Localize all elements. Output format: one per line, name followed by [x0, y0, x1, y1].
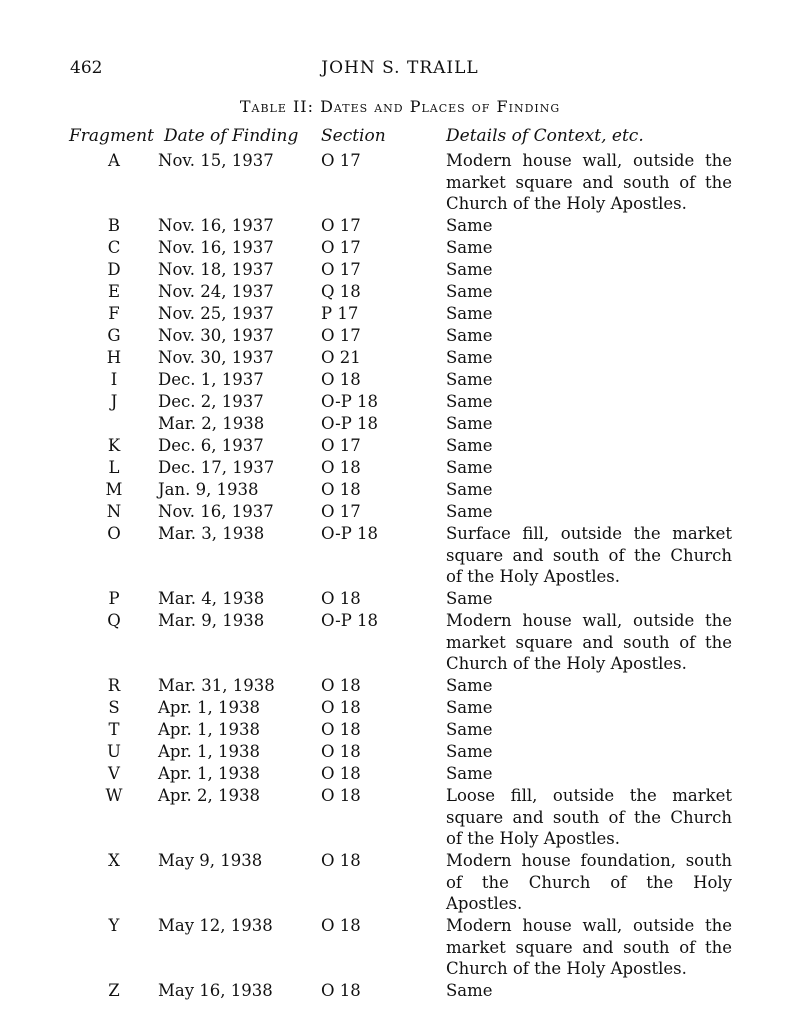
table-row — [0, 785, 789, 850]
header-section: Section — [321, 126, 386, 146]
fragment-cell: U — [107, 742, 121, 761]
section-cell: O-P 18 — [321, 392, 379, 411]
fragment-cell: S — [108, 698, 120, 717]
fragment-cell: M — [105, 480, 123, 499]
table-header-row — [0, 126, 789, 150]
details-cell: Same — [446, 414, 493, 433]
details-cell: Surface fill, outside the market square and south of the Church of the Holy Apostles. — [446, 524, 732, 587]
table-row — [0, 303, 789, 325]
section-cell: O 17 — [321, 260, 361, 279]
details-cell: Same — [446, 764, 493, 783]
running-head — [70, 58, 730, 82]
date-cell: Apr. 1, 1938 — [158, 742, 261, 761]
date-cell: Nov. 24, 1937 — [158, 282, 274, 301]
table-row — [0, 915, 789, 980]
fragment-cell: X — [108, 851, 120, 870]
table-row — [0, 457, 789, 479]
date-cell: Mar. 3, 1938 — [158, 524, 265, 543]
details-cell: Same — [446, 348, 493, 367]
table-row — [0, 588, 789, 610]
details-cell: Same — [446, 981, 493, 1000]
details-cell: Same — [446, 742, 493, 761]
date-cell: May 9, 1938 — [158, 851, 263, 870]
details-cell: Modern house wall, outside the market square and south of the Church of the Holy Apostles. — [446, 611, 732, 674]
details-cell: Same — [446, 720, 493, 739]
table-row — [0, 980, 789, 1002]
fragment-cell: P — [108, 589, 120, 608]
date-cell: Dec. 2, 1937 — [158, 392, 264, 411]
details-cell: Same — [446, 238, 493, 257]
section-cell: Q 18 — [321, 282, 361, 301]
fragment-cell: L — [108, 458, 120, 477]
table-row — [0, 675, 789, 697]
fragment-cell: J — [110, 392, 118, 411]
fragment-cell: I — [110, 370, 118, 389]
details-cell: Same — [446, 370, 493, 389]
table-row — [0, 391, 789, 413]
date-cell: Apr. 1, 1938 — [158, 720, 261, 739]
table-row — [0, 325, 789, 347]
details-cell: Same — [446, 458, 493, 477]
section-cell: O 18 — [321, 458, 361, 477]
date-cell: May 12, 1938 — [158, 916, 273, 935]
date-cell: Nov. 16, 1937 — [158, 502, 274, 521]
details-cell: Same — [446, 480, 493, 499]
section-cell: O-P 18 — [321, 524, 379, 543]
section-cell: O 18 — [321, 676, 361, 695]
fragment-cell: B — [107, 216, 121, 235]
fragment-cell: G — [107, 326, 121, 345]
table-row — [0, 479, 789, 501]
details-cell: Loose fill, outside the market square and south of the Church of the Holy Apostles. — [446, 786, 732, 849]
section-cell: O-P 18 — [321, 611, 379, 630]
details-cell: Same — [446, 502, 493, 521]
fragment-cell: Y — [108, 916, 120, 935]
table-row — [0, 850, 789, 915]
section-cell: O-P 18 — [321, 414, 379, 433]
date-cell: Dec. 6, 1937 — [158, 436, 264, 455]
fragment-cell: K — [107, 436, 121, 455]
date-cell: Mar. 2, 1938 — [158, 414, 265, 433]
details-cell: Same — [446, 436, 493, 455]
table-row — [0, 610, 789, 675]
section-cell: O 18 — [321, 786, 361, 805]
table-row — [0, 741, 789, 763]
table-row — [0, 523, 789, 588]
section-cell: O 18 — [321, 851, 361, 870]
section-cell: O 17 — [321, 216, 361, 235]
date-cell: Nov. 30, 1937 — [158, 348, 274, 367]
details-cell: Same — [446, 589, 493, 608]
date-cell: Nov. 18, 1937 — [158, 260, 274, 279]
date-cell: Dec. 1, 1937 — [158, 370, 264, 389]
table-row — [0, 281, 789, 303]
table-row — [0, 369, 789, 391]
table-title: Table II: Dates and Places of Finding — [239, 97, 561, 116]
fragment-cell: Q — [107, 611, 121, 630]
fragment-cell: D — [107, 260, 121, 279]
table-row — [0, 237, 789, 259]
section-cell: O 18 — [321, 764, 361, 783]
date-cell: Apr. 1, 1938 — [158, 698, 261, 717]
date-cell: Mar. 31, 1938 — [158, 676, 275, 695]
section-cell: O 18 — [321, 742, 361, 761]
date-cell: May 16, 1938 — [158, 981, 273, 1000]
details-cell: Same — [446, 282, 493, 301]
table-row — [0, 215, 789, 237]
details-cell: Modern house wall, outside the market square and south of the Church of the Holy Apostles. — [446, 916, 732, 979]
fragment-cell: V — [108, 764, 120, 783]
fragment-cell: C — [107, 238, 121, 257]
table-row — [0, 435, 789, 457]
section-cell: O 18 — [321, 480, 361, 499]
section-cell: O 21 — [321, 348, 361, 367]
details-cell: Same — [446, 216, 493, 235]
page-number: 462 — [70, 58, 103, 78]
section-cell: O 18 — [321, 370, 361, 389]
fragment-cell: E — [107, 282, 121, 301]
date-cell: Nov. 30, 1937 — [158, 326, 274, 345]
table-row — [0, 413, 789, 435]
table-body — [0, 150, 789, 1002]
section-cell: P 17 — [321, 304, 359, 323]
section-cell: O 18 — [321, 916, 361, 935]
fragment-cell: H — [106, 348, 122, 367]
header-fragment: Fragment — [69, 126, 154, 146]
fragment-cell: W — [105, 786, 123, 805]
date-cell: Nov. 16, 1937 — [158, 216, 274, 235]
date-cell: Nov. 15, 1937 — [158, 151, 274, 170]
section-cell: O 18 — [321, 720, 361, 739]
date-cell: Apr. 1, 1938 — [158, 764, 261, 783]
table-row — [0, 697, 789, 719]
table-row — [0, 150, 789, 215]
details-cell: Modern house foundation, south of the Church of the Holy Apostles. — [446, 851, 732, 914]
details-cell: Same — [446, 260, 493, 279]
table-row — [0, 347, 789, 369]
fragment-cell: Z — [108, 981, 120, 1000]
date-cell: Mar. 9, 1938 — [158, 611, 265, 630]
fragment-cell: R — [107, 676, 121, 695]
fragment-cell: T — [108, 720, 120, 739]
details-cell: Same — [446, 392, 493, 411]
running-title: JOHN S. TRAILL — [321, 58, 479, 78]
section-cell: O 17 — [321, 502, 361, 521]
details-cell: Modern house wall, outside the market square and south of the Church of the Holy Apostles. — [446, 151, 732, 214]
fragment-cell: F — [108, 304, 120, 323]
header-details: Details of Context, etc. — [446, 126, 644, 146]
section-cell: O 18 — [321, 981, 361, 1000]
section-cell: O 17 — [321, 151, 361, 170]
table-row — [0, 719, 789, 741]
details-cell: Same — [446, 676, 493, 695]
details-cell: Same — [446, 326, 493, 345]
table-row — [0, 501, 789, 523]
details-cell: Same — [446, 698, 493, 717]
section-cell: O 17 — [321, 436, 361, 455]
fragment-cell: N — [106, 502, 122, 521]
fragment-cell: A — [108, 151, 120, 170]
date-cell: Dec. 17, 1937 — [158, 458, 275, 477]
details-cell: Same — [446, 304, 493, 323]
section-cell: O 18 — [321, 589, 361, 608]
date-cell: Mar. 4, 1938 — [158, 589, 265, 608]
date-cell: Nov. 25, 1937 — [158, 304, 274, 323]
date-cell: Apr. 2, 1938 — [158, 786, 261, 805]
header-date-of-finding: Date of Finding — [164, 126, 299, 146]
table-row — [0, 763, 789, 785]
section-cell: O 17 — [321, 326, 361, 345]
section-cell: O 17 — [321, 238, 361, 257]
fragment-cell: O — [107, 524, 121, 543]
date-cell: Nov. 16, 1937 — [158, 238, 274, 257]
date-cell: Jan. 9, 1938 — [158, 480, 259, 499]
table-row — [0, 259, 789, 281]
section-cell: O 18 — [321, 698, 361, 717]
